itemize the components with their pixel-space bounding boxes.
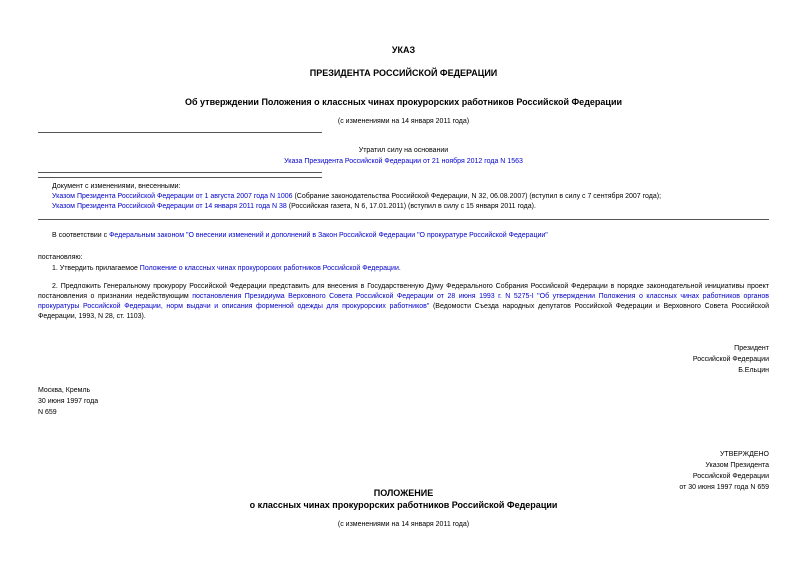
- changes-heading: Документ с изменениями, внесенными:: [52, 183, 181, 190]
- intro-paragraph: В соответствии с Федеральным законом "О внесении изменений и дополнений в Закон Российской Федерации "О прокуратуре Российской Федерации": [52, 232, 548, 239]
- changes-item: Указом Президента Российской Федерации от 14 января 2011 года N 38 (Российская газета, N 6, 17.01.2011) (вступил в силу с 15 января 2011 года).: [52, 203, 536, 210]
- place-date: 30 июня 1997 года: [38, 398, 99, 405]
- approval-country: Российской Федерации: [692, 473, 769, 480]
- place-date-block: [38, 385, 98, 418]
- regulation-link[interactable]: Положение о классных чинах прокурорских работников Российской Федерации: [139, 265, 399, 272]
- signature-title: Президент: [734, 345, 769, 352]
- divider: [38, 132, 322, 133]
- presidium-resolution-link[interactable]: постановления Президиума Верховного Совета Российской Федерации от 28 июня 1993 г. N 5275-I "Об утверждении Положения о классных чинах работников органов прокуратуры Российской Федерации, норм выдачи и описания форменной одежды для прокурорских работников": [38, 293, 769, 310]
- expired-link[interactable]: Указа Президента Российской Федерации от 21 ноября 2012 года N 1563: [284, 158, 523, 165]
- approval-title: УТВЕРЖДЕНО: [719, 451, 769, 458]
- decree-issuer: ПРЕЗИДЕНТА РОССИЙСКОЙ ФЕДЕРАЦИИ: [309, 68, 498, 78]
- decree-title: УКАЗ: [391, 45, 416, 55]
- signature-name: Б.Ельцин: [738, 367, 769, 374]
- regulation-amended-note: (с изменениями на 14 января 2011 года): [337, 521, 470, 528]
- amendment-link-2007[interactable]: Указом Президента Российской Федерации от 1 августа 2007 года N 1006: [52, 193, 293, 200]
- amendment-link-2011[interactable]: Указом Президента Российской Федерации от 14 января 2011 года N 38: [52, 203, 287, 210]
- regulation-title: ПОЛОЖЕНИЕ: [373, 488, 434, 498]
- changes-block: [52, 182, 769, 212]
- divider: [38, 219, 769, 220]
- decree-amended-note: (с изменениями на 14 января 2011 года): [337, 118, 470, 125]
- divider: [38, 172, 322, 173]
- approval-by: Указом Президента: [705, 462, 769, 469]
- paragraph-2: 2. Предложить Генеральному прокурору Российской Федерации представить для внесения в Государственную Думу Федерального Собрания Российской Федерации в порядке законодательной инициативы проект постановления о признании недействующим постановления Президиума Верховного Совета Российской Федерации от 28 июня 1993 г. N 5275-I "Об утверждении Положения о классных чинах работников органов прокуратуры Российской Федерации, норм выдачи и описания форменной одежды для прокурорских работников" (Ведомости Съезда народных депутатов Российской Федерации и Верховного Совета Российской Федерации, 1993, N 28, ст. 1103).: [38, 283, 769, 320]
- approval-block: [679, 449, 769, 493]
- divider: [38, 177, 322, 178]
- federal-law-link[interactable]: Федеральным законом "О внесении изменений и дополнений в Закон Российской Федерации "О прокуратуре Российской Федерации": [109, 232, 548, 239]
- signature-country: Российской Федерации: [692, 356, 769, 363]
- place-city: Москва, Кремль: [38, 387, 91, 394]
- changes-item: Указом Президента Российской Федерации от 1 августа 2007 года N 1006 (Собрание законодательства Российской Федерации, N 32, 06.08.2007) (вступил в силу с 7 сентября 2007 года);: [52, 193, 662, 200]
- decree-subject: Об утверждении Положения о классных чинах прокурорских работников Российской Федерации: [184, 97, 623, 107]
- regulation-subtitle: о классных чинах прокурорских работников Российской Федерации: [249, 500, 558, 510]
- resolve-text: постановляю:: [38, 254, 83, 261]
- approval-date: от 30 июня 1997 года N 659: [679, 484, 769, 491]
- signature-block: [693, 343, 769, 376]
- decree-number: N 659: [38, 409, 57, 416]
- expired-note: Утратил силу на основании: [358, 147, 449, 154]
- paragraph-1: 1. Утвердить прилагаемое Положение о классных чинах прокурорских работников Российской Федерации.: [52, 265, 401, 272]
